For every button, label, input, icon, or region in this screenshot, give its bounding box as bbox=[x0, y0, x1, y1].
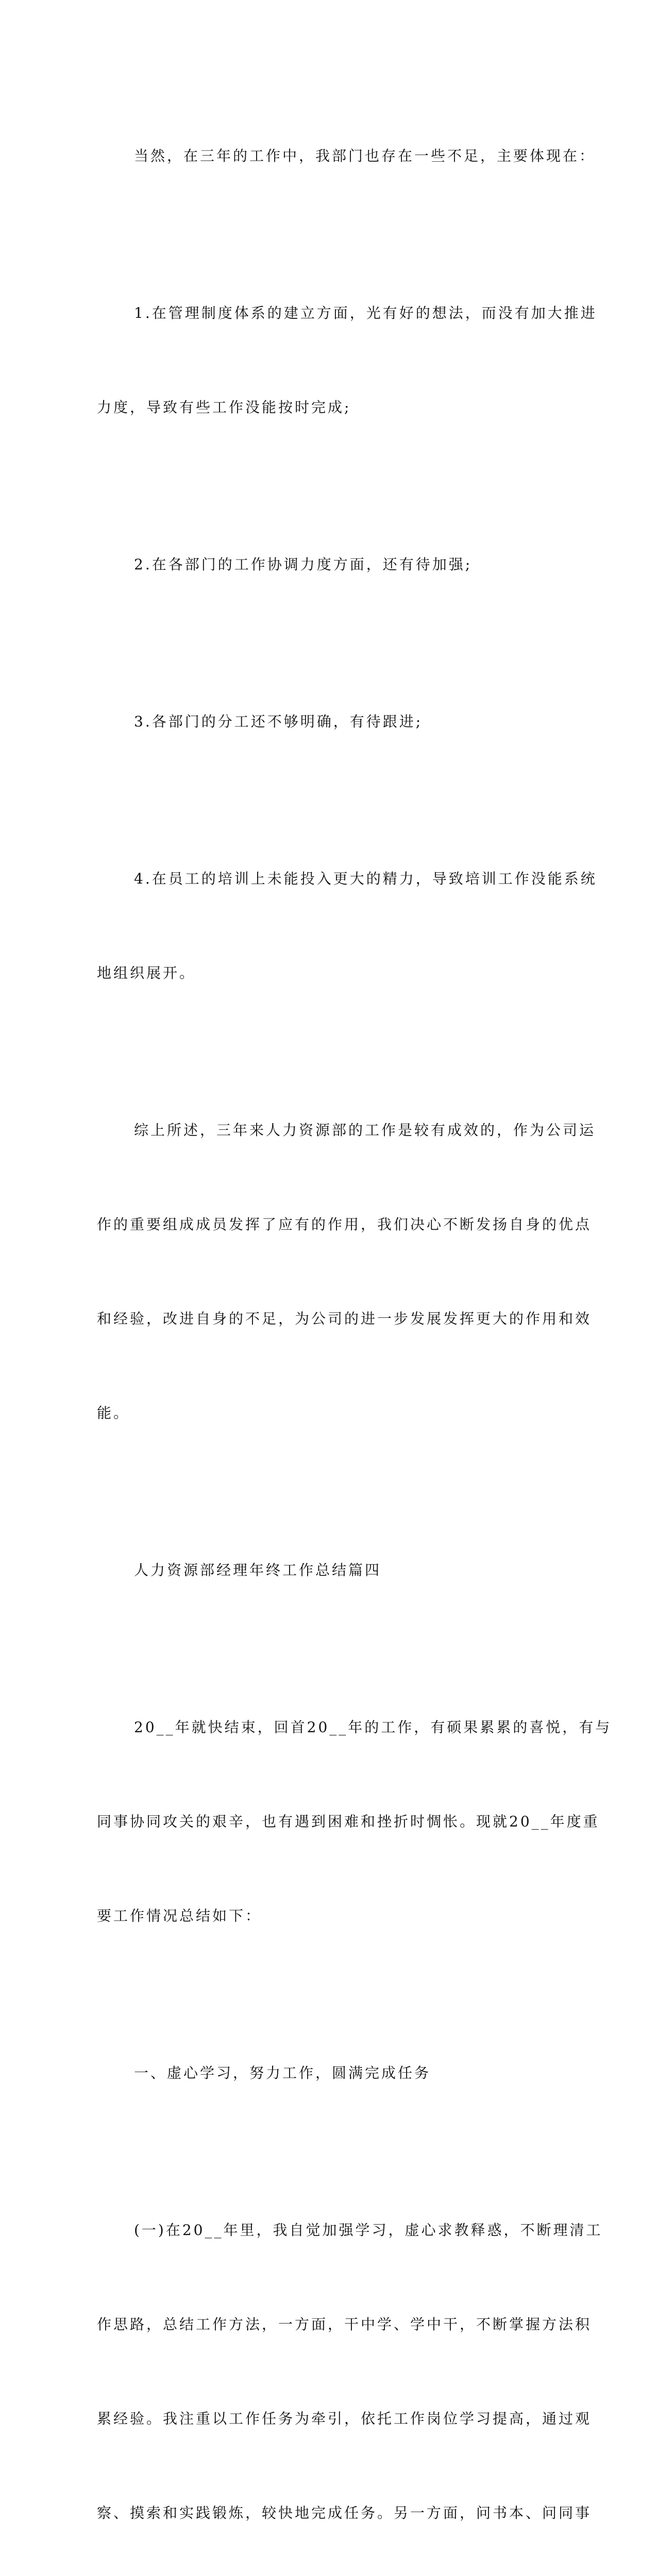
paragraph-p10 bbox=[97, 2151, 603, 2576]
text-line: 1.在管理制度体系的建立方面，光有好的想法，而没有加大推进 bbox=[134, 304, 597, 321]
text-line: 20__年就快结束，回首20__年的工作，有硕果累累的喜悦，有与 bbox=[134, 1719, 612, 1736]
paragraph-p4 bbox=[97, 643, 561, 800]
text-line: 4.在员工的培训上未能投入更大的精力，导致培训工作没能系统 bbox=[134, 870, 597, 887]
paragraph-p1 bbox=[97, 77, 596, 234]
text-line: 累经验。我注重以工作任务为牵引，依托工作岗位学习提高，通过观 bbox=[97, 2410, 592, 2427]
text-line: 和经验，改进自身的不足，为公司的进一步发展发挥更大的作用和效 bbox=[97, 1310, 592, 1327]
text-line: 能。 bbox=[97, 1404, 130, 1421]
text-line: 当然，在三年的工作中，我部门也存在一些不足，主要体现在： bbox=[134, 147, 596, 164]
text-line: (一)在20__年里，我自觉加强学习，虚心求教释惑，不断理清工 bbox=[134, 2222, 603, 2239]
text-line: 作的重要组成成员发挥了应有的作用，我们决心不断发扬自身的优点 bbox=[97, 1216, 592, 1233]
text-line: 地组织展开。 bbox=[97, 964, 196, 981]
paragraph-p5 bbox=[97, 800, 597, 1052]
document-page bbox=[97, 77, 612, 2576]
text-line: 综上所述，三年来人力资源部的工作是较有成效的，作为公司运 bbox=[134, 1122, 596, 1139]
text-line: 察、摸索和实践锻炼，较快地完成任务。另一方面，问书本、问同事 bbox=[97, 2504, 592, 2521]
text-line: 2.在各部门的工作协调力度方面，还有待加强; bbox=[134, 556, 473, 573]
text-line: 要工作情况总结如下： bbox=[97, 1907, 262, 1924]
section-heading bbox=[97, 1492, 561, 1649]
paragraph-p8 bbox=[97, 1649, 612, 1994]
heading-line: 人力资源部经理年终工作总结篇四 bbox=[134, 1562, 382, 1579]
paragraph-p3 bbox=[97, 486, 561, 643]
text-line: 力度，导致有些工作没能按时完成; bbox=[97, 399, 351, 416]
subsection-heading bbox=[97, 1994, 561, 2151]
text-line: 3.各部门的分工还不够明确，有待跟进; bbox=[134, 713, 423, 730]
heading-line: 一、虚心学习，努力工作，圆满完成任务 bbox=[134, 2064, 431, 2081]
paragraph-p2 bbox=[97, 234, 597, 486]
text-line: 作思路，总结工作方法，一方面，干中学、学中干，不断掌握方法积 bbox=[97, 2316, 592, 2333]
text-line: 同事协同攻关的艰辛，也有遇到困难和挫折时惆怅。现就20__年度重 bbox=[97, 1813, 600, 1830]
paragraph-p6 bbox=[97, 1052, 596, 1492]
